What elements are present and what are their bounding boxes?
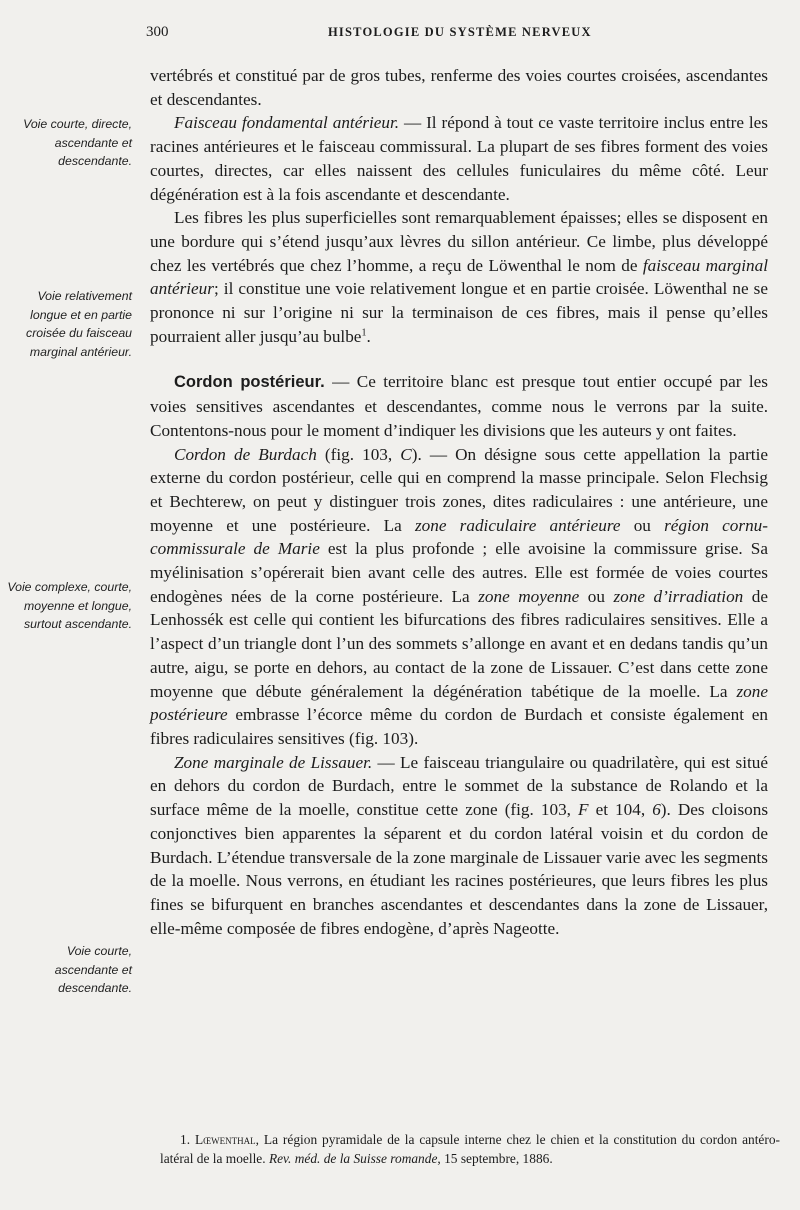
paragraph-4: Cordon postérieur. — Ce territoire blanc est presque tout entier occupé par les voies sensitives ascendantes et descendantes, comme nous le verrons par la suite. Contentons-nous pour le moment d’indiquer les divisions que les auteurs y ont faites. (150, 372, 768, 440)
term: faisceau marginal antérieur (150, 255, 769, 299)
page-number: 300 (146, 24, 169, 40)
term: zone radiculaire antérieure (414, 515, 621, 535)
margin-note-3: Voie complexe, courte, moyenne et longue, surtout ascendante. (7, 580, 132, 631)
paragraph-3: Les fibres les plus superficielles sont remarquablement épaisses; elles se disposent en une bordure qui s’étend jusqu’aux lèvres du sillon antérieur. Ce limbe, plus développé chez les vertébrés que chez l’homme, a reçu de Löwenthal le nom de faisceau marginal antérieur; il constitue une voie relativement longue et en partie croisée. Löwenthal ne se prononce ni sur l’origine ni sur la terminaison de ces fibres, mais il pense qu’elles pourraient aller jusqu’au bulbe$^1$. (150, 208, 769, 346)
term: zone moyenne (478, 586, 580, 606)
paragraph-5: Cordon de Burdach (fig. 103, C). — On désigne sous cette appellation la partie externe du cordon postérieur, celle qui en comprend la masse principale. Selon Flechsig et Bechterew, on peut y distinguer trois zones, dites radiculaires : une antérieure, une moyenne et une postérieure. La zone radiculaire antérieure ou région cornu-commissurale de Marie est la plus profonde ; elle avoisine la commissure grise. Sa myélinisation s’opérerait bien avant celle des autres. Elle est formée de voies courtes endogènes nées de la corne postérieure. La zone moyenne ou zone d’irradiation de Lenhossék est celle qui contient les bifurcations des fibres radiculaires sensitives. Elle a l’aspect d’un triangle dont l’un des sommets s’allonge en avant et en dedans tandis qu’un autre, aigu, se porte en dehors, au contact de la zone de Lissauer. C’est dans cette zone moyenne que débute généralement la dégénération tabétique de la moelle. La zone postérieure embrasse l’écorce même du cordon de Burdach et consiste également en fibres radiculaires sensitives (fig. 103). (150, 444, 768, 748)
paragraph-1: vertébrés et constitué par de gros tubes, renferme des voies courtes croisées, ascendantes et descendantes. (150, 66, 768, 109)
journal-title: Rev. méd. de la Suisse romande (268, 1151, 438, 1166)
section-heading: Cordon postérieur. (174, 373, 325, 392)
margin-note-2: Voie relativement longue et en partie croisée du faisceau marginal antérieur. (26, 289, 132, 359)
section-title: Zone marginale de Lissauer. (174, 752, 373, 772)
main-text (150, 64, 768, 940)
margin-note-4: Voie courte, ascendante et descendante. (54, 944, 132, 995)
term: région cornu-commissurale de Marie (150, 515, 768, 559)
footnote-author: Lœwenthal (194, 1132, 256, 1147)
footnote-1: 1. Lœwenthal, La région pyramidale de la capsule interne chez le chien et la constitution du cordon antéro-latéral de la moelle. Rev. méd. de la Suisse romande, 15 septembre, 1886. (160, 1132, 780, 1166)
section-title: Faisceau fondamental antérieur. (174, 113, 400, 133)
margin-note-1: Voie courte, directe, ascendante et descendante. (23, 117, 132, 168)
term: zone postérieure (150, 681, 768, 725)
section-title: Cordon de Burdach (174, 444, 317, 464)
footnote-ref: 1 (361, 327, 367, 338)
footnotes (160, 1130, 780, 1168)
running-title: HISTOLOGIE DU SYSTÈME NERVEUX (328, 25, 592, 39)
paragraph-6: Zone marginale de Lissauer. — Le faisceau triangulaire ou quadrilatère, qui est situé en dehors du cordon de Burdach, entre le sommet de la substance de Rolando et la surface même de la moelle, constitue cette zone (fig. 103, F et 104, 6). Des cloisons conjonctives bien apparentes la séparent et du cordon latéral voisin et du cordon de Burdach. L’étendue transversale de la zone marginale de Lissauer varie avec les segments de la moelle. Nous verrons, en étudiant les racines postérieures, que leurs fibres les plus fines se bifurquent en branches ascendantes et descendantes dans la zone de Lissauer, elle-même composée de fibres endogène, d’après Nageotte. (150, 752, 769, 938)
term: zone d’irradiation (613, 586, 744, 606)
margin-notes (0, 0, 140, 1210)
paragraph-2: Faisceau fondamental antérieur. — Il répond à tout ce vaste territoire inclus entre les racines antérieures et le faisceau commissural. La plupart de ses fibres forment des voies courtes, directes, car elles naissent des cellules funiculaires du même côté. Leur dégénération est à la fois ascendante et descendante. (150, 113, 768, 204)
